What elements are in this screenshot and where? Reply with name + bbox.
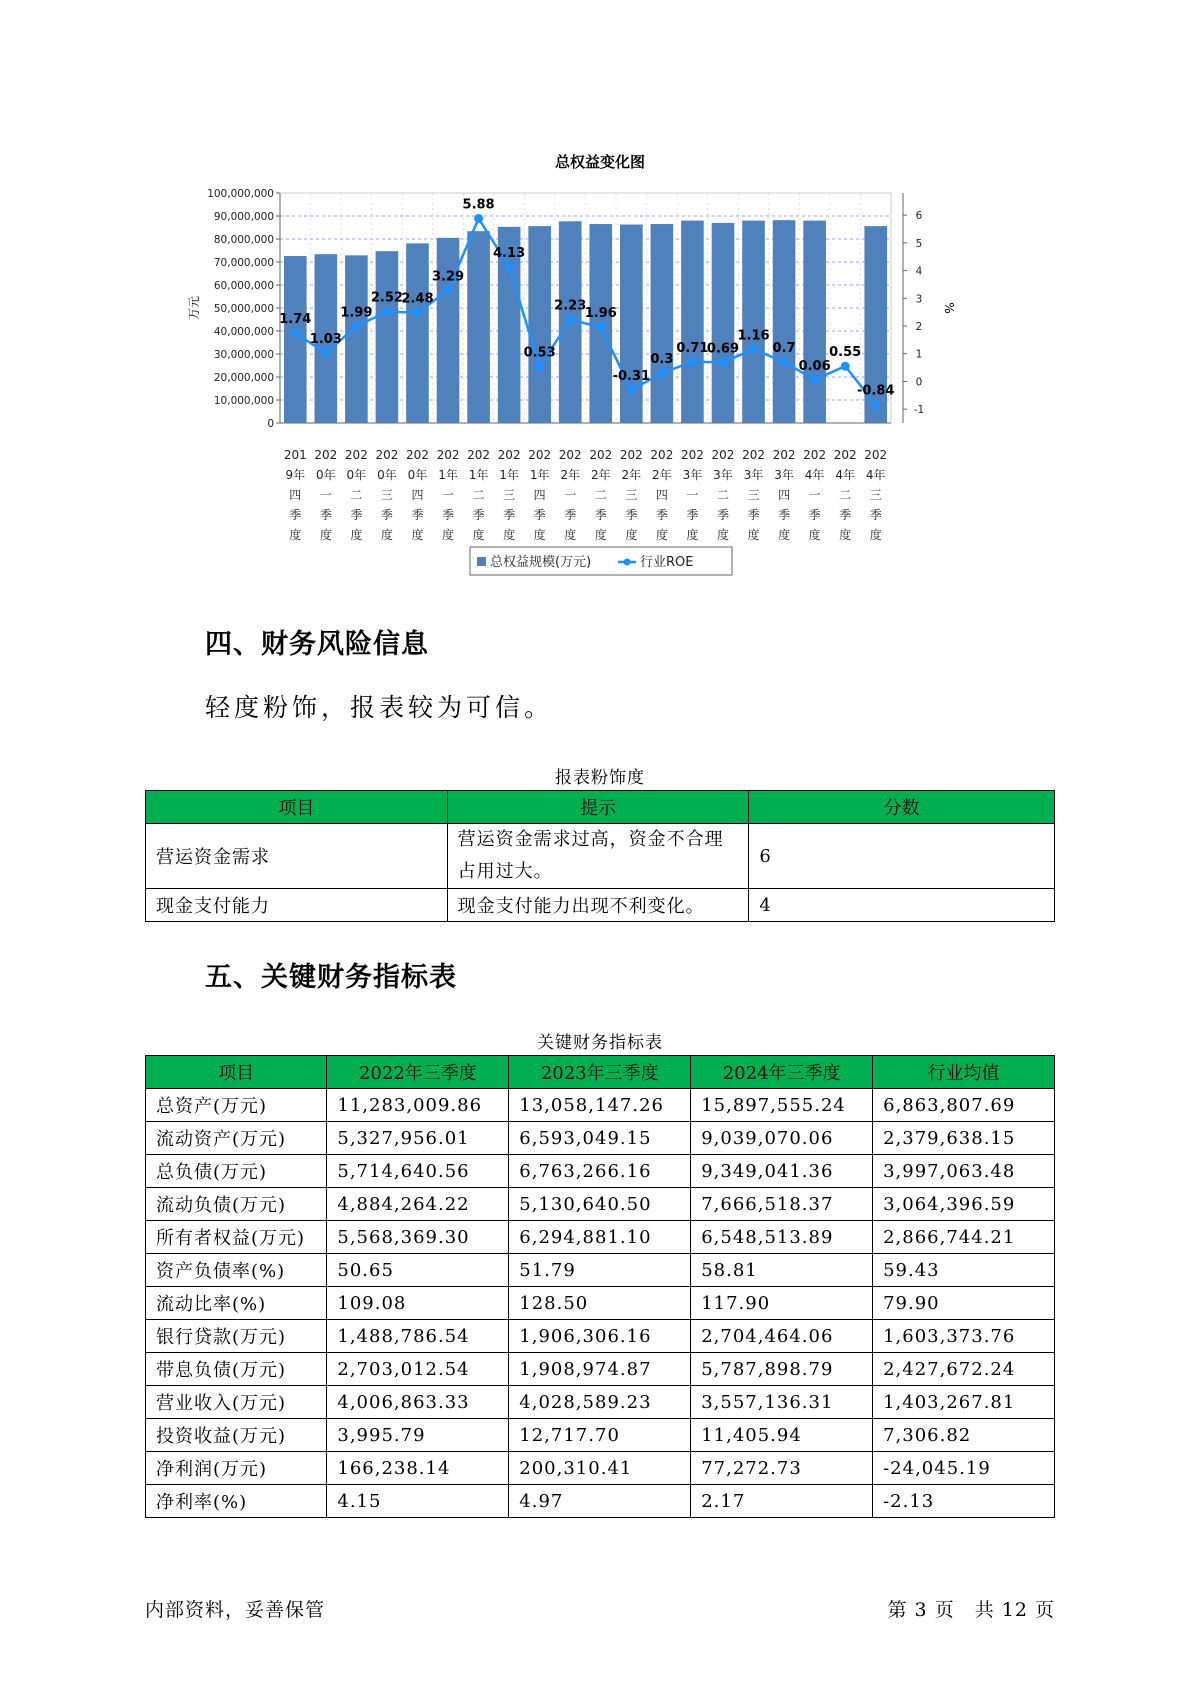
kpi-item: 带息负债(万元): [146, 1353, 327, 1386]
x-tick-label: 季: [686, 508, 699, 522]
y2-axis-title: %: [942, 302, 956, 314]
y2-tick-label: 2: [915, 321, 923, 334]
x-tick-label: 3年: [713, 468, 733, 482]
x-tick-label: 度: [778, 528, 791, 542]
x-tick-label: 四: [655, 488, 668, 502]
header-2022q3: 2022年三季度: [327, 1056, 509, 1089]
roe-point: [413, 308, 422, 317]
x-tick-label: 4年: [835, 468, 855, 482]
kpi-value: 1,488,786.54: [327, 1320, 509, 1353]
table-row: [146, 1155, 1055, 1188]
x-tick-label: 季: [472, 508, 485, 522]
kpi-value: 11,405.94: [691, 1419, 873, 1452]
table-row: [146, 889, 1055, 922]
data-label: 0.55: [829, 345, 862, 361]
roe-point: [321, 348, 330, 357]
x-tick-label: 季: [625, 508, 638, 522]
kpi-value: 2,704,464.06: [691, 1320, 873, 1353]
x-tick-label: 4年: [804, 468, 825, 482]
x-tick-label: 三: [625, 488, 638, 502]
equity-chart: [180, 140, 1020, 600]
kpi-item: 所有者权益(万元): [146, 1221, 327, 1254]
data-label: 0.71: [676, 340, 709, 356]
x-tick-label: 202: [497, 448, 521, 462]
legend-bar-label: 总权益规模(万元): [490, 555, 592, 570]
x-tick-label: 度: [625, 528, 638, 542]
y-tick-label: 80,000,000: [213, 234, 274, 246]
roe-point: [688, 357, 697, 366]
kpi-value: 59.43: [873, 1254, 1055, 1287]
table-row: [146, 1353, 1055, 1386]
x-tick-label: 202: [558, 448, 582, 462]
x-tick-label: 季: [808, 508, 821, 522]
x-tick-label: 1年: [438, 468, 458, 482]
kpi-value: 5,327,956.01: [327, 1122, 509, 1155]
risk-table-header: [146, 791, 1055, 824]
kpi-value: 128.50: [509, 1287, 691, 1320]
data-label: 0.3: [650, 352, 674, 368]
bar: [467, 231, 490, 423]
kpi-item: 净利润(万元): [146, 1452, 327, 1485]
data-label: 2.52: [370, 290, 403, 306]
x-tick-label: 度: [350, 528, 363, 542]
header-industry-avg: 行业均值: [873, 1056, 1055, 1089]
x-tick-label: 202: [803, 448, 827, 462]
x-tick-label: 2年: [590, 468, 611, 482]
x-tick-label: 202: [711, 448, 735, 462]
kpi-value: -2.13: [873, 1485, 1055, 1518]
data-label: 0.7: [772, 341, 796, 357]
kpi-table-header: [146, 1056, 1055, 1089]
x-tick-label: 季: [533, 508, 546, 522]
table-row: [146, 1221, 1055, 1254]
table-row: [146, 1320, 1055, 1353]
risk-score: 4: [749, 889, 1055, 922]
header-score: 分数: [749, 791, 1055, 824]
table-row: [146, 1287, 1055, 1320]
x-tick-label: 3年: [682, 468, 703, 482]
data-label: 1.96: [584, 306, 617, 322]
y-tick-label: 50,000,000: [213, 303, 274, 315]
x-tick-label: 度: [716, 528, 729, 542]
data-label: 1.03: [309, 331, 342, 347]
section-4-title: 四、财务风险信息: [205, 629, 429, 660]
x-tick-label: 202: [589, 448, 613, 462]
x-tick-label: 二: [350, 488, 363, 502]
x-tick-label: 0年: [316, 468, 336, 482]
roe-point: [291, 329, 300, 338]
x-tick-label: 度: [839, 528, 852, 542]
x-tick-label: 季: [747, 508, 760, 522]
bar: [803, 221, 826, 423]
data-label: 0.06: [798, 358, 831, 374]
risk-hint: 现金支付能力出现不利变化。: [447, 889, 749, 922]
x-tick-label: 2年: [621, 468, 642, 482]
kpi-item: 净利率(%): [146, 1485, 327, 1518]
x-tick-label: 202: [375, 448, 399, 462]
bar: [345, 255, 368, 423]
x-tick-label: 度: [747, 528, 760, 542]
x-tick-label: 3年: [774, 468, 794, 482]
risk-item: 现金支付能力: [146, 889, 448, 922]
roe-point: [566, 315, 575, 324]
x-tick-label: 二: [472, 488, 485, 502]
page-suffix: 页: [1034, 1599, 1055, 1621]
bar: [773, 220, 796, 423]
x-tick-label: 季: [380, 508, 393, 522]
x-tick-label: 度: [533, 528, 546, 542]
x-tick-label: 1年: [529, 468, 550, 482]
x-tick-label: 二: [594, 488, 607, 502]
page-current: 3: [914, 1599, 928, 1621]
kpi-value: 5,714,640.56: [327, 1155, 509, 1188]
x-tick-label: 202: [344, 448, 368, 462]
kpi-value: 5,787,898.79: [691, 1353, 873, 1386]
x-tick-label: 一: [564, 488, 577, 502]
kpi-value: 6,294,881.10: [509, 1221, 691, 1254]
kpi-value: 4,884,264.22: [327, 1188, 509, 1221]
table-row: [146, 1188, 1055, 1221]
roe-point: [627, 386, 636, 395]
page-prefix: 第: [887, 1599, 908, 1621]
x-tick-label: 3年: [743, 468, 764, 482]
y-tick-label: 70,000,000: [213, 257, 274, 269]
y-tick-label: 40,000,000: [213, 326, 274, 338]
x-tick-label: 202: [528, 448, 552, 462]
kpi-item: 资产负债率(%): [146, 1254, 327, 1287]
kpi-value: 13,058,147.26: [509, 1089, 691, 1122]
page-total: 12: [1001, 1599, 1028, 1621]
kpi-value: 4.97: [509, 1485, 691, 1518]
page-mid: 页 共: [934, 1599, 995, 1621]
legend-bar-swatch: [477, 557, 486, 566]
kpi-item: 流动资产(万元): [146, 1122, 327, 1155]
kpi-item: 总负债(万元): [146, 1155, 327, 1188]
x-tick-label: 季: [503, 508, 516, 522]
y2-tick-label: 3: [915, 293, 923, 306]
kpi-table: [145, 1055, 1055, 1518]
kpi-table-caption: 关键财务指标表: [537, 1033, 663, 1053]
x-tick-label: 9年: [285, 468, 306, 482]
bar: [742, 221, 765, 423]
kpi-value: 166,238.14: [327, 1452, 509, 1485]
chart-title: 总权益变化图: [554, 153, 646, 171]
bar: [406, 243, 429, 423]
risk-summary: 轻度粉饰，报表较为可信。: [205, 693, 554, 722]
data-label: 2.23: [554, 298, 587, 314]
table-row: [146, 1452, 1055, 1485]
x-tick-label: 季: [839, 508, 852, 522]
x-tick-label: 一: [686, 488, 699, 502]
kpi-value: 77,272.73: [691, 1452, 873, 1485]
kpi-value: 6,763,266.16: [509, 1155, 691, 1188]
x-tick-label: 2年: [652, 468, 672, 482]
x-tick-label: 0年: [377, 468, 397, 482]
x-tick-label: 度: [503, 528, 516, 542]
table-row: [146, 1485, 1055, 1518]
kpi-value: 2,427,672.24: [873, 1353, 1055, 1386]
kpi-value: 3,064,396.59: [873, 1188, 1055, 1221]
kpi-value: 3,997,063.48: [873, 1155, 1055, 1188]
x-tick-label: 度: [380, 528, 393, 542]
table-row: [146, 1089, 1055, 1122]
x-tick-label: 202: [619, 448, 643, 462]
kpi-item: 总资产(万元): [146, 1089, 327, 1122]
kpi-value: 5,568,369.30: [327, 1221, 509, 1254]
y-tick-label: 30,000,000: [213, 349, 274, 361]
kpi-item: 流动比率(%): [146, 1287, 327, 1320]
kpi-value: 7,306.82: [873, 1419, 1055, 1452]
data-label: 1.74: [279, 312, 312, 328]
equity-chart-svg: [180, 140, 1020, 600]
x-tick-label: 0年: [407, 468, 428, 482]
x-tick-label: 二: [839, 488, 852, 502]
y-tick-label: 10,000,000: [213, 395, 274, 407]
roe-point: [474, 214, 483, 223]
x-tick-label: 度: [564, 528, 577, 542]
roe-point: [810, 375, 819, 384]
x-tick-label: 202: [406, 448, 429, 462]
data-label: 4.13: [493, 245, 526, 261]
x-tick-label: 一: [319, 488, 332, 502]
kpi-value: -24,045.19: [873, 1452, 1055, 1485]
roe-point: [505, 262, 514, 271]
header-hint: 提示: [447, 791, 749, 824]
roe-point: [596, 323, 605, 332]
data-label: 0.53: [523, 345, 556, 361]
risk-score: 6: [749, 824, 1055, 889]
table-row: [146, 1254, 1055, 1287]
x-tick-label: 202: [742, 448, 765, 462]
y-tick-label: 0: [267, 418, 274, 430]
kpi-item: 营业收入(万元): [146, 1386, 327, 1419]
x-tick-label: 季: [350, 508, 363, 522]
roe-point: [749, 345, 758, 354]
data-label: 1.16: [737, 328, 770, 344]
bar: [681, 221, 704, 423]
x-tick-label: 201: [283, 448, 307, 462]
bar: [651, 224, 674, 423]
x-tick-label: 2年: [560, 468, 581, 482]
kpi-value: 1,908,974.87: [509, 1353, 691, 1386]
kpi-value: 109.08: [327, 1287, 509, 1320]
footer-confidential: 内部资料，妥善保管: [145, 1599, 326, 1621]
y-tick-label: 100,000,000: [207, 188, 274, 200]
roe-point: [444, 286, 453, 295]
kpi-value: 117.90: [691, 1287, 873, 1320]
kpi-value: 3,557,136.31: [691, 1386, 873, 1419]
x-tick-label: 季: [869, 508, 882, 522]
data-label: 0.69: [706, 341, 740, 357]
x-tick-label: 三: [380, 488, 393, 502]
kpi-value: 4,006,863.33: [327, 1386, 509, 1419]
x-tick-label: 度: [411, 528, 424, 542]
kpi-value: 79.90: [873, 1287, 1055, 1320]
x-tick-label: 4年: [865, 468, 886, 482]
risk-table: [145, 790, 1055, 922]
x-tick-label: 季: [289, 508, 302, 522]
y2-tick-label: 4: [915, 265, 923, 278]
x-tick-label: 季: [716, 508, 729, 522]
data-label: -0.31: [612, 369, 651, 385]
section-5-title: 五、关键财务指标表: [205, 962, 457, 993]
header-2023q3: 2023年三季度: [509, 1056, 691, 1089]
bar: [528, 226, 551, 423]
x-tick-label: 度: [472, 528, 485, 542]
kpi-value: 5,130,640.50: [509, 1188, 691, 1221]
x-tick-label: 度: [289, 528, 302, 542]
kpi-value: 1,906,306.16: [509, 1320, 691, 1353]
data-label: -0.84: [856, 383, 895, 399]
x-tick-label: 202: [314, 448, 338, 462]
kpi-value: 12,717.70: [509, 1419, 691, 1452]
kpi-value: 2.17: [691, 1485, 873, 1518]
x-tick-label: 1年: [468, 468, 489, 482]
legend-line-label: 行业ROE: [640, 555, 694, 570]
x-tick-label: 202: [864, 448, 888, 462]
x-tick-label: 度: [808, 528, 821, 542]
y2-tick-label: 0: [915, 376, 923, 389]
x-tick-label: 度: [655, 528, 668, 542]
roe-point: [657, 369, 666, 378]
x-tick-label: 四: [778, 488, 791, 502]
y-tick-label: 90,000,000: [213, 211, 274, 223]
y-tick-label: 60,000,000: [213, 280, 274, 292]
x-tick-label: 二: [716, 488, 729, 502]
kpi-value: 6,593,049.15: [509, 1122, 691, 1155]
header-2024q3: 2024年三季度: [691, 1056, 873, 1089]
legend-line-marker: [624, 559, 631, 566]
kpi-value: 200,310.41: [509, 1452, 691, 1485]
bar: [376, 251, 399, 423]
x-tick-label: 度: [594, 528, 607, 542]
header-item: 项目: [146, 791, 448, 824]
kpi-value: 2,703,012.54: [327, 1353, 509, 1386]
roe-point: [780, 358, 789, 367]
footer-page-number: [887, 1595, 1055, 1622]
roe-point: [535, 362, 544, 371]
x-tick-label: 1年: [499, 468, 519, 482]
risk-item: 营运资金需求: [146, 824, 448, 889]
roe-point: [718, 358, 727, 367]
x-tick-label: 202: [436, 448, 460, 462]
kpi-item: 银行贷款(万元): [146, 1320, 327, 1353]
x-tick-label: 202: [772, 448, 796, 462]
x-tick-label: 度: [319, 528, 332, 542]
y2-tick-label: 5: [915, 237, 923, 250]
x-tick-label: 度: [442, 528, 455, 542]
table-row: [146, 824, 1055, 889]
table-row: [146, 1386, 1055, 1419]
x-tick-label: 度: [869, 528, 882, 542]
x-tick-label: 季: [411, 508, 424, 522]
x-tick-label: 三: [869, 488, 882, 502]
kpi-item: 投资收益(万元): [146, 1419, 327, 1452]
roe-point: [382, 307, 391, 316]
x-tick-label: 四: [533, 488, 546, 502]
roe-point: [841, 362, 850, 371]
x-tick-label: 四: [411, 488, 424, 502]
x-tick-label: 一: [808, 488, 821, 502]
x-tick-label: 0年: [346, 468, 367, 482]
kpi-value: 4,028,589.23: [509, 1386, 691, 1419]
kpi-value: 9,039,070.06: [691, 1122, 873, 1155]
kpi-value: 9,349,041.36: [691, 1155, 873, 1188]
kpi-value: 2,379,638.15: [873, 1122, 1055, 1155]
kpi-value: 2,866,744.21: [873, 1221, 1055, 1254]
bar: [437, 238, 460, 423]
roe-point: [352, 322, 361, 331]
kpi-value: 3,995.79: [327, 1419, 509, 1452]
x-tick-label: 一: [442, 488, 455, 502]
y2-tick-label: 6: [915, 210, 923, 223]
x-tick-label: 202: [650, 448, 674, 462]
kpi-value: 51.79: [509, 1254, 691, 1287]
bar: [712, 223, 735, 423]
x-tick-label: 季: [319, 508, 332, 522]
x-tick-label: 季: [655, 508, 668, 522]
x-tick-label: 季: [778, 508, 791, 522]
x-tick-label: 202: [833, 448, 857, 462]
y-axis-title: 万元: [187, 295, 201, 321]
risk-hint: 营运资金需求过高，资金不合理占用过大。: [447, 824, 749, 889]
table-row: [146, 1419, 1055, 1452]
kpi-value: 50.65: [327, 1254, 509, 1287]
x-tick-label: 202: [467, 448, 491, 462]
data-label: 5.88: [462, 197, 495, 213]
x-tick-label: 三: [747, 488, 760, 502]
kpi-value: 6,548,513.89: [691, 1221, 873, 1254]
kpi-value: 58.81: [691, 1254, 873, 1287]
kpi-value: 6,863,807.69: [873, 1089, 1055, 1122]
x-tick-label: 季: [564, 508, 577, 522]
data-label: 3.29: [431, 269, 465, 285]
table-row: [146, 1122, 1055, 1155]
x-tick-label: 季: [442, 508, 455, 522]
y2-tick-label: 1: [915, 348, 923, 361]
data-label: 2.48: [401, 291, 434, 307]
risk-table-caption: 报表粉饰度: [555, 768, 645, 788]
x-tick-label: 三: [503, 488, 516, 502]
kpi-value: 15,897,555.24: [691, 1089, 873, 1122]
x-tick-label: 202: [680, 448, 704, 462]
kpi-value: 4.15: [327, 1485, 509, 1518]
y2-tick-label: -1: [913, 404, 925, 417]
x-tick-label: 季: [594, 508, 607, 522]
header-item: 项目: [146, 1056, 327, 1089]
kpi-value: 11,283,009.86: [327, 1089, 509, 1122]
data-label: 1.99: [340, 305, 373, 321]
y-tick-label: 20,000,000: [213, 372, 274, 384]
x-tick-label: 度: [686, 528, 699, 542]
kpi-value: 1,403,267.81: [873, 1386, 1055, 1419]
kpi-value: 1,603,373.76: [873, 1320, 1055, 1353]
kpi-value: 7,666,518.37: [691, 1188, 873, 1221]
x-tick-label: 四: [289, 488, 302, 502]
roe-point: [871, 400, 880, 409]
kpi-item: 流动负债(万元): [146, 1188, 327, 1221]
